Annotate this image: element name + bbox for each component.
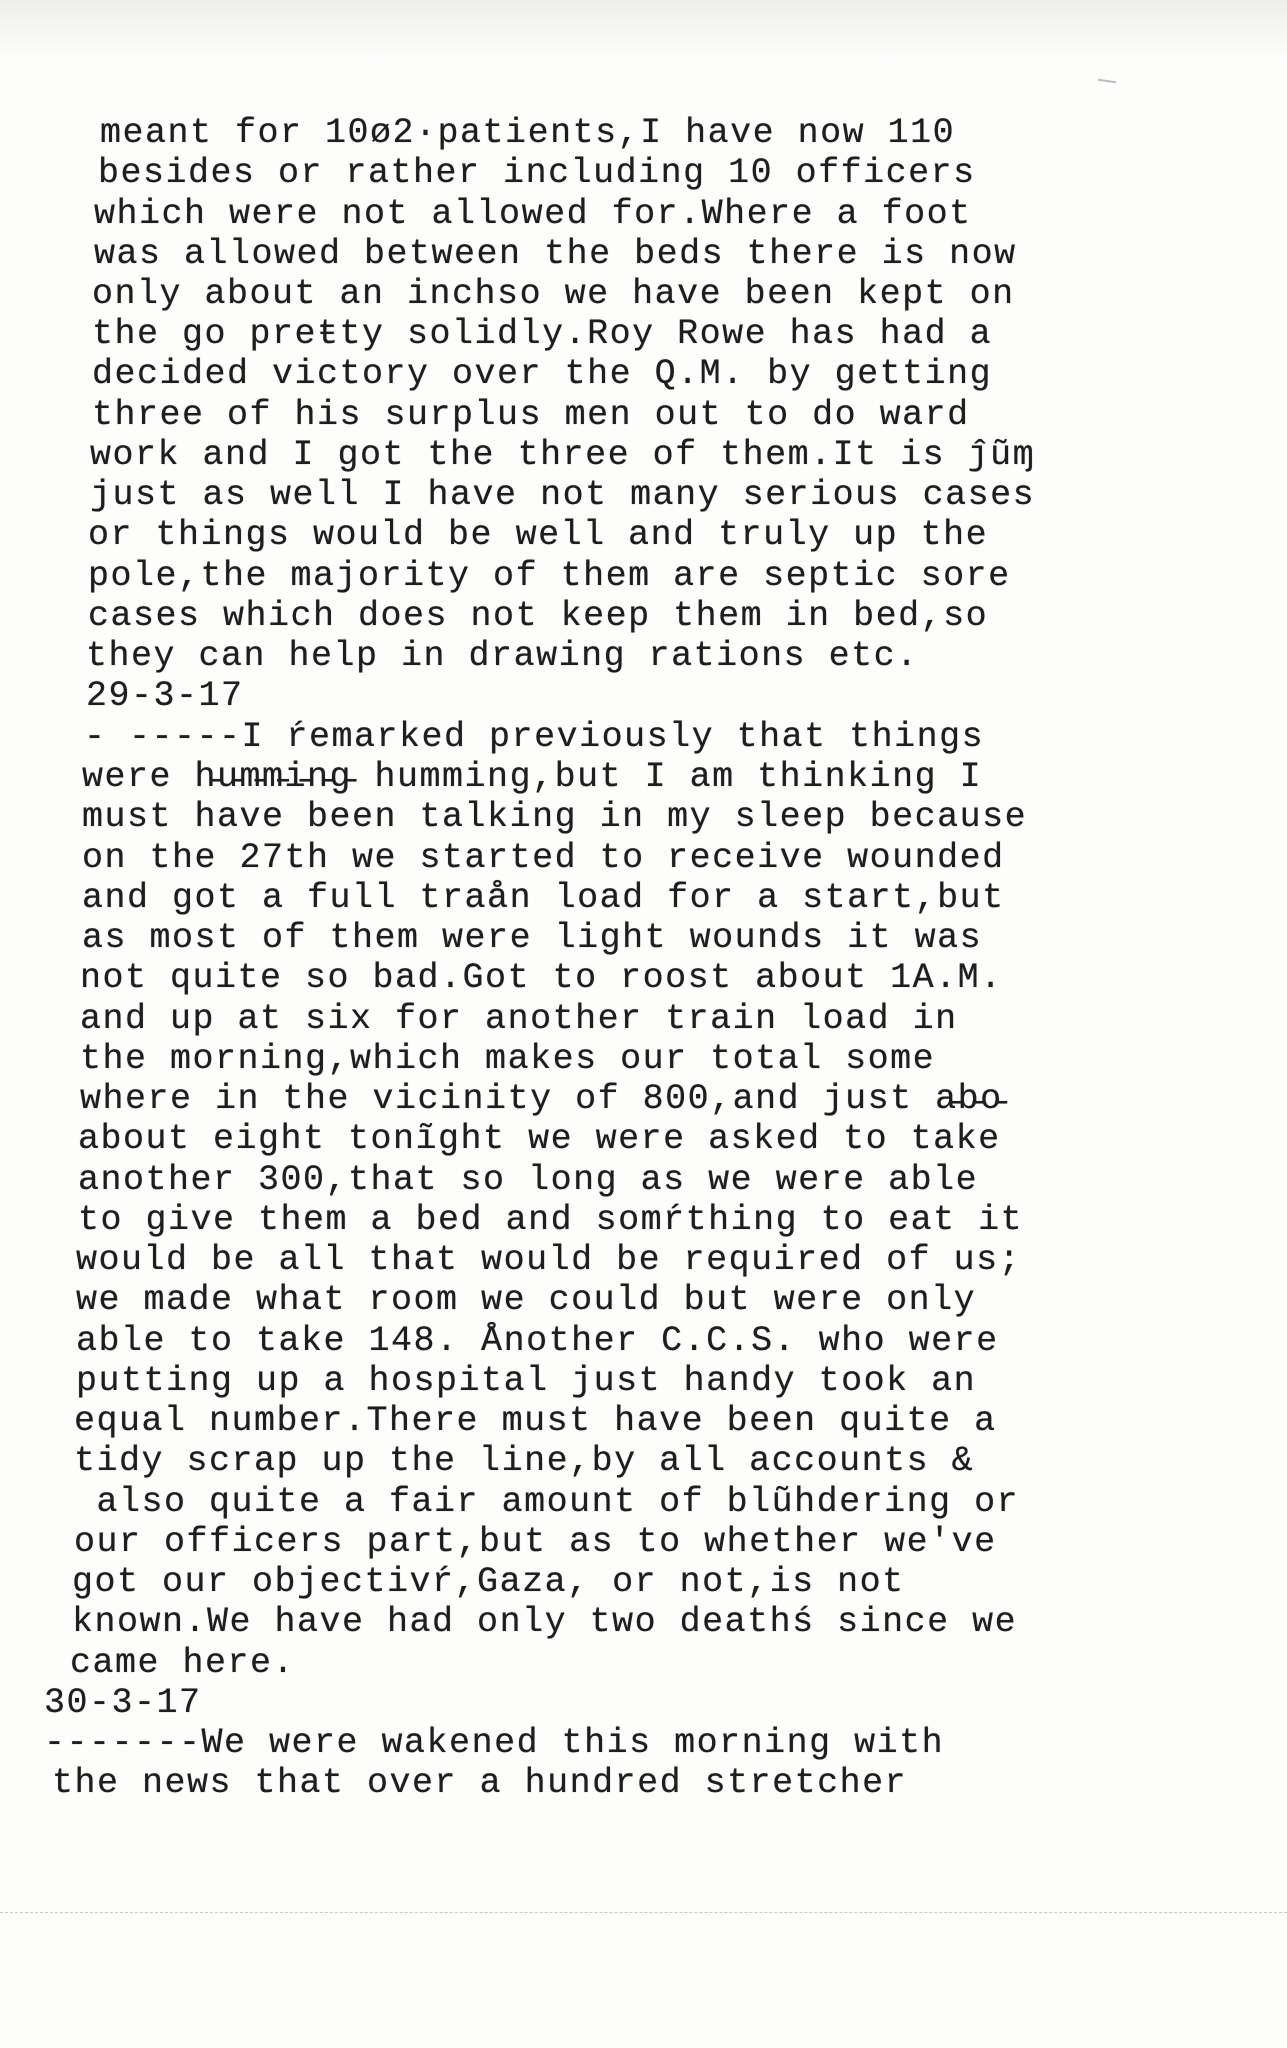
text-line: decided victory over the Q.M. by getting: [92, 354, 993, 394]
text-line: we made what room we could but were only: [76, 1280, 977, 1320]
text-line: about eight tonĩght we were asked to take: [78, 1119, 1001, 1159]
text-line: three of his surplus men out to do ward: [92, 395, 970, 435]
text-line: got our objectivŕ,Gaza, or not,is not: [72, 1562, 905, 1602]
text-line: able to take 148. Ånother C.C.S. who were: [76, 1321, 999, 1361]
text-line: equal number.There must have been quite a: [74, 1401, 997, 1441]
text-line: to give them a bed and somŕthing to eat it: [78, 1200, 1024, 1240]
text-line: work and I ɡot the three of them.It is ĵũɱ: [90, 435, 1036, 475]
text-line: - -----I ŕemarked previously that things: [84, 717, 985, 757]
text-line: where in the vicinity of 800,and just a̵b̵o̵: [80, 1079, 1003, 1119]
text-line: which were not allowed for.Where a foot: [94, 194, 972, 234]
text-line: meant for 10ø2·patients,I have now 110: [100, 113, 956, 153]
text-line: must have been talking in my sleep because: [82, 797, 1028, 837]
text-line: another 300,that so long as we were able: [78, 1160, 979, 1200]
text-line: they can help in drawing rations etc.: [86, 636, 919, 676]
entry-date: 29-3-17: [86, 676, 244, 716]
text-line: putting up a hospital just handy took an: [76, 1361, 977, 1401]
text-line: the news that over a hundred stretcher: [52, 1763, 908, 1803]
text-line: on the 27th we started to receive wounded: [82, 838, 1005, 878]
text-line: as most of them were light wounds it was: [82, 918, 983, 958]
text-line: came here.: [70, 1643, 296, 1683]
text-line: also quite a fair amount of blũhdering or: [74, 1482, 1020, 1522]
text-line: tidy scrap up the line,by all accounts &: [74, 1441, 975, 1481]
text-line: -------We were wakened this morning with: [44, 1723, 945, 1763]
text-line: besides or rather including 10 officers: [98, 153, 976, 193]
text-line: and up at six for another train load in: [80, 999, 958, 1039]
text-line: and got a full traån load for a start,but: [82, 878, 1005, 918]
text-line: was allowed between the beds there is now: [94, 234, 1017, 274]
text-line: cases which does not keep them in bed,so: [88, 596, 989, 636]
text-line: the go preŧty solidly.Roy Rowe has had a: [92, 314, 993, 354]
text-line: or things would be well and truly up the: [88, 515, 989, 555]
text-line: pole,the majority of them are septic sore: [88, 556, 1011, 596]
entry-date: 30-3-17: [44, 1683, 202, 1723]
text-line: known.We have had only two deathś since we: [72, 1602, 1018, 1642]
text-line: just as well I have not many serious cases: [90, 475, 1036, 515]
text-line: the morning,which makes our total some: [80, 1039, 936, 1079]
text-line: only about an inchso we have been kept on: [92, 274, 1015, 314]
text-line: not quite so bad.Got to roost about 1A.M.: [80, 958, 1003, 998]
text-line: were h̵u̵m̵m̵i̵n̵g̵ humming,but I am thinking I: [82, 757, 983, 797]
text-line: our officers part,but as to whether we've: [74, 1522, 997, 1562]
text-line: would be all that would be required of us;: [76, 1240, 1022, 1280]
